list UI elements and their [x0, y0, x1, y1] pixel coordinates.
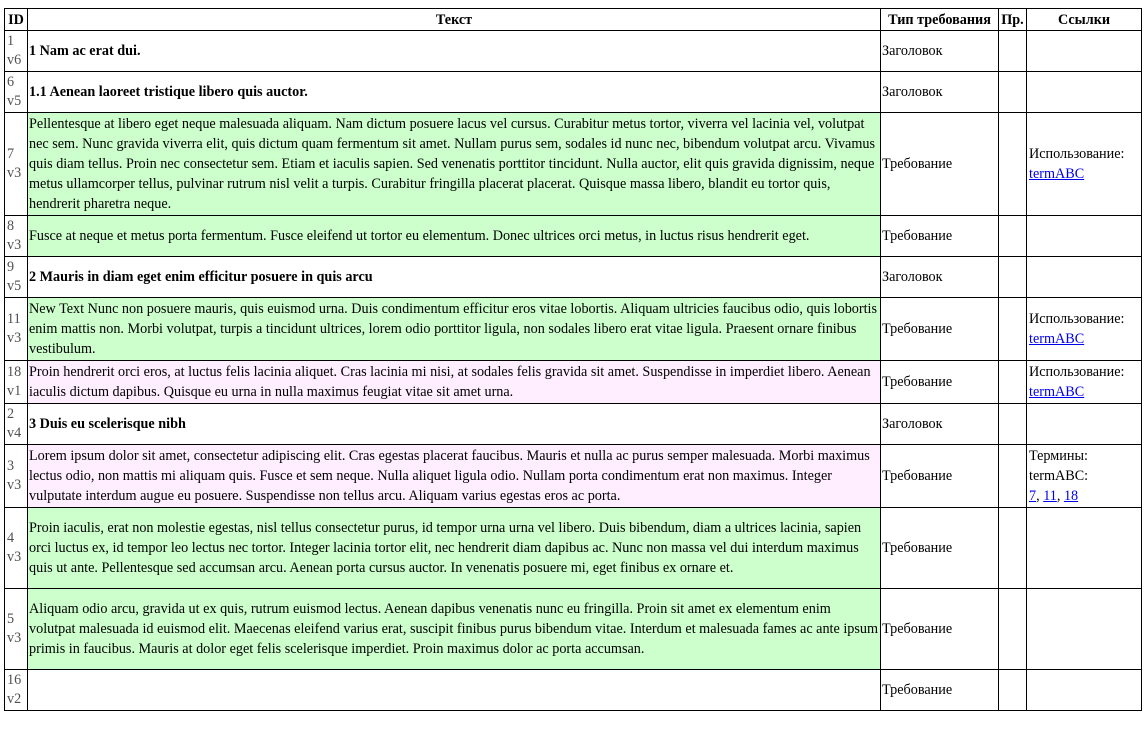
reference-link[interactable]: 7	[1029, 488, 1037, 504]
row-id-cell	[5, 445, 28, 508]
requirement-text: Lorem ipsum dolor sit amet, consectetur adipiscing elit. Cras egestas placerat faucibus. Mauris et nulla ac purus semper malesuada. Morbi maximus lectus odio, non mattis mi aliquam quis. Fusce et sem neque. Nulla aliquet ligula odio. Nullam porta condimentum erat non maximus. Integer vulputate interdum augue eu posuere. Suspendisse non tellus arcu. Aliquam varius egestas eros ac porta.	[28, 445, 881, 508]
priority-cell	[999, 404, 1027, 445]
table-row	[5, 31, 1142, 72]
links-cell	[1027, 589, 1142, 670]
reference-link[interactable]: termABC	[1029, 166, 1085, 182]
header-text: Текст	[28, 9, 881, 31]
requirement-text	[28, 670, 881, 711]
links-cell	[1027, 404, 1142, 445]
table-row	[5, 298, 1142, 361]
requirement-type: Заголовок	[881, 257, 999, 298]
table-row	[5, 257, 1142, 298]
table-row	[5, 508, 1142, 589]
table-row	[5, 589, 1142, 670]
requirement-text: New Text Nunc non posuere mauris, quis euismod urna. Duis condimentum efficitur eros vitae lobortis. Aliquam ultricies faucibus odio, quis lobortis enim mattis non. Morbi volutpat, turpis a tincidunt ultrices, lorem odio porttitor ligula, non sodales libero erat vitae ligula. Praesent ornare finibus vestibulum.	[28, 298, 881, 361]
requirement-type: Заголовок	[881, 404, 999, 445]
links-list	[1029, 164, 1140, 184]
links-cell	[1027, 72, 1142, 113]
links-list	[1029, 329, 1140, 349]
requirement-type: Требование	[881, 361, 999, 404]
links-label: Использование:	[1029, 146, 1125, 162]
table-row	[5, 113, 1142, 216]
row-id: 16	[7, 672, 22, 688]
reference-link[interactable]: termABC	[1029, 384, 1085, 400]
priority-cell	[999, 508, 1027, 589]
requirement-type: Заголовок	[881, 31, 999, 72]
row-id-cell	[5, 72, 28, 113]
links-list	[1029, 486, 1140, 506]
header-row	[5, 9, 1142, 31]
link-separator: ,	[1036, 488, 1044, 504]
requirement-type: Требование	[881, 508, 999, 589]
links-list	[1029, 382, 1140, 402]
link-separator: ,	[1056, 488, 1064, 504]
priority-cell	[999, 670, 1027, 711]
row-id: 9	[7, 259, 15, 275]
links-cell	[1027, 298, 1142, 361]
row-version: v3	[7, 630, 22, 646]
table-row	[5, 404, 1142, 445]
links-sublabel: termABC:	[1029, 468, 1089, 484]
links-label: Использование:	[1029, 311, 1125, 327]
requirement-text: Proin iaculis, erat non molestie egestas, nisl tellus consectetur purus, id tempor urna urna vel libero. Duis bibendum, diam a ultrices lacinia, sapien orci luctus ex, id tempor leo lectus nec tortor. Integer lacinia tortor elit, nec hendrerit diam dapibus ac. Nunc non massa vel dui interdum maximus quis ut ante. Pellentesque sed accumsan arcu. Aenean porta cursus auctor. In venenatis posuere mi, eget finibus ex ornare et.	[28, 508, 881, 589]
table-body	[5, 31, 1142, 711]
row-id: 1	[7, 33, 15, 49]
links-cell	[1027, 670, 1142, 711]
links-cell	[1027, 216, 1142, 257]
table-row	[5, 670, 1142, 711]
row-version: v3	[7, 549, 22, 565]
row-id: 18	[7, 364, 22, 380]
row-id-cell	[5, 670, 28, 711]
row-id-cell	[5, 508, 28, 589]
row-version: v5	[7, 278, 22, 294]
header-id: ID	[5, 9, 28, 31]
priority-cell	[999, 298, 1027, 361]
row-id-cell	[5, 216, 28, 257]
requirement-type: Заголовок	[881, 72, 999, 113]
reference-link[interactable]: 11	[1043, 488, 1057, 504]
header-type: Тип требования	[881, 9, 999, 31]
links-label: Использование:	[1029, 364, 1125, 380]
row-version: v3	[7, 477, 22, 493]
priority-cell	[999, 113, 1027, 216]
row-version: v1	[7, 383, 22, 399]
requirement-text: Pellentesque at libero eget neque malesuada aliquam. Nam dictum posuere lacus vel cursus. Curabitur metus tortor, viverra vel lacinia vel, volutpat nec sem. Nunc gravida viverra elit, quis dictum quam fermentum sit amet. Nullam purus sem, sodales id nunc nec, bibendum volutpat arcu. Vivamus quis diam tellus. Proin nec consectetur sem. Etiam et iaculis sapien. Sed venenatis porttitor tincidunt. Nulla auctor, elit quis gravida dignissim, neque metus ullamcorper tellus, pulvinar rutrum nisl velit a turpis. Curabitur fringilla placerat placerat. Quisque massa libero, blandit eu tortor quis, hendrerit pharetra neque.	[28, 113, 881, 216]
section-heading: 3 Duis eu scelerisque nibh	[28, 404, 881, 445]
reference-link[interactable]: 18	[1063, 488, 1079, 504]
links-cell	[1027, 361, 1142, 404]
row-id: 11	[7, 311, 21, 327]
section-heading: 1.1 Aenean laoreet tristique libero quis auctor.	[28, 72, 881, 113]
row-version: v3	[7, 330, 22, 346]
table-row	[5, 361, 1142, 404]
row-id-cell	[5, 113, 28, 216]
priority-cell	[999, 72, 1027, 113]
row-id: 6	[7, 74, 15, 90]
table-row	[5, 445, 1142, 508]
reference-link[interactable]: termABC	[1029, 331, 1085, 347]
row-id: 8	[7, 218, 15, 234]
row-id: 5	[7, 611, 15, 627]
priority-cell	[999, 257, 1027, 298]
links-cell	[1027, 508, 1142, 589]
requirement-type: Требование	[881, 445, 999, 508]
requirement-type: Требование	[881, 298, 999, 361]
row-id-cell	[5, 298, 28, 361]
row-id-cell	[5, 31, 28, 72]
requirement-type: Требование	[881, 113, 999, 216]
row-version: v2	[7, 691, 22, 707]
row-id: 7	[7, 146, 15, 162]
row-id: 4	[7, 530, 15, 546]
requirements-table	[4, 8, 1142, 711]
priority-cell	[999, 216, 1027, 257]
row-id-cell	[5, 257, 28, 298]
priority-cell	[999, 31, 1027, 72]
priority-cell	[999, 589, 1027, 670]
header-links: Ссылки	[1027, 9, 1142, 31]
requirement-text: Proin hendrerit orci eros, at luctus felis lacinia aliquet. Cras lacinia mi nisi, at sodales felis gravida sit amet. Suspendisse in imperdiet libero. Aenean iaculis dictum dapibus. Quisque eu urna in nulla maximus feugiat vitae sit amet urna.	[28, 361, 881, 404]
requirement-text: Fusce at neque et metus porta fermentum. Fusce eleifend ut tortor eu elementum. Donec ultrices orci metus, in luctus risus hendrerit eget.	[28, 216, 881, 257]
row-version: v3	[7, 165, 22, 181]
links-cell	[1027, 31, 1142, 72]
row-id: 2	[7, 406, 15, 422]
links-cell	[1027, 445, 1142, 508]
links-cell	[1027, 113, 1142, 216]
priority-cell	[999, 361, 1027, 404]
row-version: v4	[7, 425, 22, 441]
requirement-text: Aliquam odio arcu, gravida ut ex quis, rutrum euismod lectus. Aenean dapibus venenatis nunc eu fringilla. Proin sit amet ex elementum enim volutpat malesuada id euismod elit. Maecenas eleifend varius erat, suscipit finibus purus bibendum vitae. Interdum et malesuada fames ac ante ipsum primis in faucibus. Mauris at dolor eget felis scelerisque imperdiet. Proin maximus dolor ac porta accumsan.	[28, 589, 881, 670]
section-heading: 2 Mauris in diam eget enim efficitur posuere in quis arcu	[28, 257, 881, 298]
table-row	[5, 72, 1142, 113]
row-version: v6	[7, 52, 22, 68]
row-id-cell	[5, 404, 28, 445]
priority-cell	[999, 445, 1027, 508]
requirement-type: Требование	[881, 670, 999, 711]
table-row	[5, 216, 1142, 257]
requirement-type: Требование	[881, 589, 999, 670]
row-id-cell	[5, 361, 28, 404]
row-id-cell	[5, 589, 28, 670]
row-version: v3	[7, 237, 22, 253]
row-version: v5	[7, 93, 22, 109]
row-id: 3	[7, 458, 15, 474]
requirement-type: Требование	[881, 216, 999, 257]
section-heading: 1 Nam ac erat dui.	[28, 31, 881, 72]
header-pr: Пр.	[999, 9, 1027, 31]
links-label: Термины:	[1029, 448, 1088, 464]
links-cell	[1027, 257, 1142, 298]
